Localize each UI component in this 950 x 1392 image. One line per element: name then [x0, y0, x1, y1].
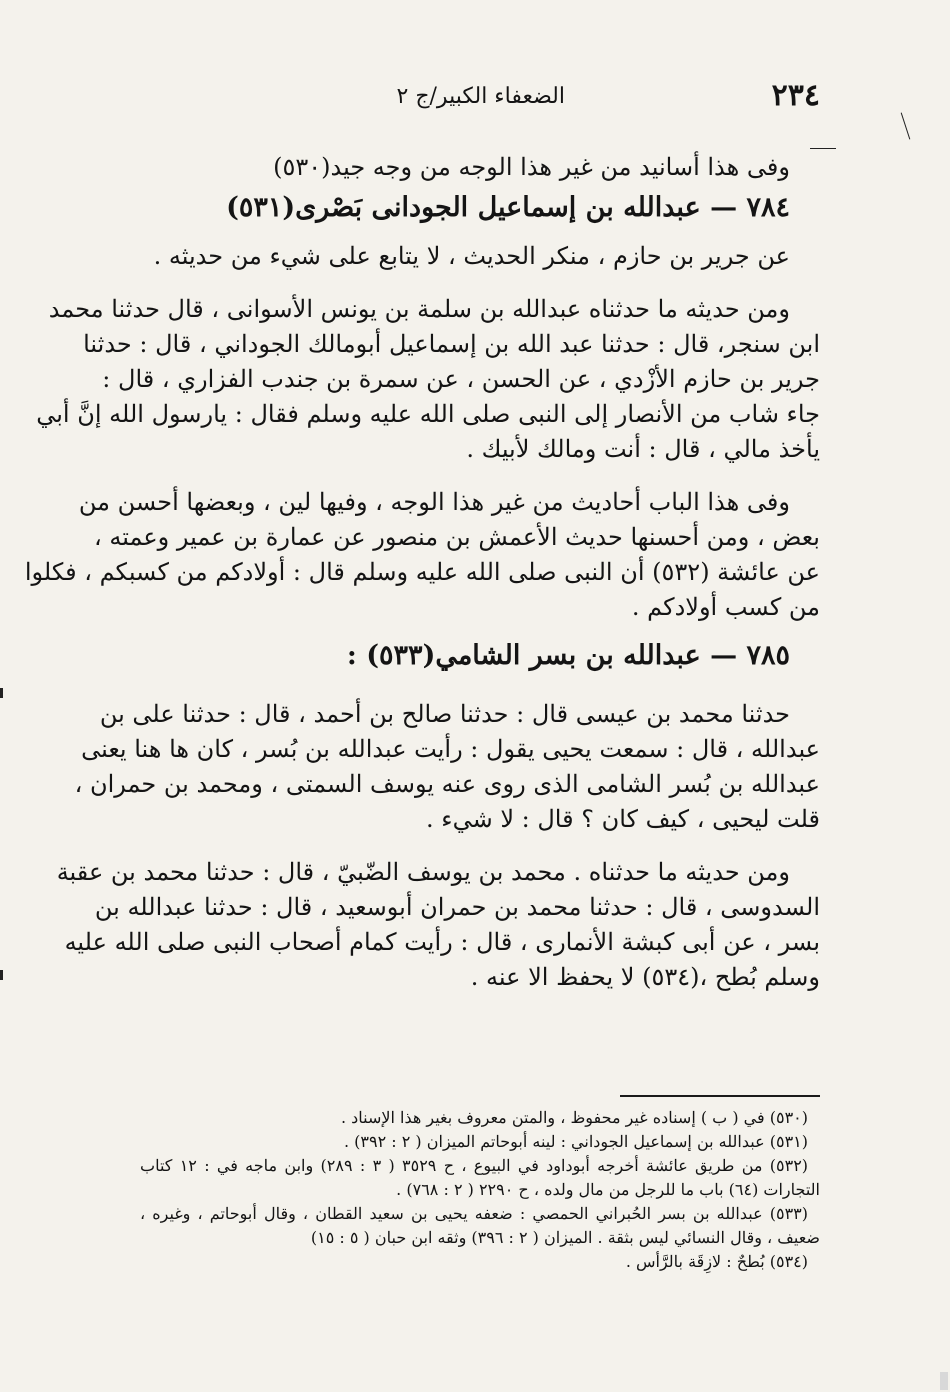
footnote-532: (٥٣٢) من طريق عائشة أخرجه أبوداود في البيوع ، ح ٣٥٢٩ ( ٣ : ٢٨٩) وابن ماجه في : ١٢ كتاب	[140, 1156, 809, 1175]
footnote-533: (٥٣٣) عبدالله بن بسر الحُبراني الحمصي : ضعفه يحيى بن سعيد القطان ، وقال أبوحاتم ، وغيره ،	[140, 1204, 809, 1223]
footnote-533-continued: ضعيف ، وقال النسائي ليس بثقة . الميزان ( ٢ : ٣٩٦) وثقه ابن حبان ( ٥ : ١٥)	[310, 1228, 820, 1247]
entry-784-para3	[24, 485, 820, 625]
paragraph-line: عبدالله بن بُسر الشامى الذى روى عنه يوسف السمتى ، ومحمد بن حمران ،	[74, 770, 820, 798]
entry-784-heading: ٧٨٤ — عبدالله بن إسماعيل الجودانى بَصْرى(٥٣١)	[226, 192, 790, 223]
paragraph-line: وسلم بُطح ،(٥٣٤) لا يحفظ الا عنه .	[470, 963, 820, 991]
paragraph-line: بعض ، ومن أحسنها حديث الأعمش بن منصور عن عمارة بن عمير وعمته ،	[93, 523, 820, 551]
entry-784-para1-line: عن جرير بن حازم ، منكر الحديث ، لا يتابع على شيء من حديثه .	[153, 242, 790, 270]
paragraph-line: وفى هذا الباب أحاديث من غير هذا الوجه ، وفيها لين ، وبعضها أحسن من	[78, 488, 790, 516]
intro-line: وفى هذا أسانيد من غير هذا الوجه من وجه جيد(٥٣٠)	[273, 153, 790, 181]
page-number: ٢٣٤	[771, 78, 820, 113]
entry-784-para2	[36, 292, 820, 467]
paragraph-line: السدوسى ، قال : حدثنا محمد بن حمران أبوسعيد ، قال : حدثنا عبدالله بن	[94, 893, 820, 921]
paragraph-line: جاء شاب من الأنصار إلى النبى صلى الله عليه وسلم فقال : يارسول الله إنَّ أبي	[36, 400, 820, 428]
entry-785-para2	[56, 855, 820, 995]
paragraph-line: ومن حديثه ما حدثناه عبدالله بن سلمة بن يونس الأسوانى ، قال حدثنا محمد	[48, 295, 790, 323]
paragraph-line: ومن حديثه ما حدثناه . محمد بن يوسف الضّبيّ ، قال : حدثنا محمد بن عقبة	[56, 858, 790, 886]
paragraph-line: جرير بن حازم الأزْدي ، عن الحسن ، عن سمرة بن جندب الفزاري ، قال :	[102, 365, 820, 393]
footnotes	[140, 1106, 820, 1274]
paragraph-line: يأخذ مالي ، قال : أنت ومالك لأبيك .	[466, 435, 820, 463]
main-text	[24, 150, 820, 995]
scan-mark	[810, 148, 836, 149]
paragraph-line: قلت ليحيى ، كيف كان ؟ قال : لا شيء .	[426, 805, 820, 833]
scan-mark	[0, 970, 3, 980]
scan-mark	[940, 1372, 948, 1390]
paragraph-line: عن عائشة (٥٣٢) أن النبى صلى الله عليه وسلم قال : أولادكم من كسبكم ، فكلوا	[24, 558, 820, 586]
paragraph-line: عبدالله ، قال : سمعت يحيى يقول : رأيت عبدالله بن بُسر ، كان ها هنا يعنى	[81, 735, 820, 763]
paragraph-line: من كسب أولادكم .	[631, 593, 820, 621]
footnote-530: (٥٣٠) في ( ب ) إسناده غير محفوظ ، والمتن معروف بغير هذا الإسناد .	[340, 1108, 808, 1127]
entry-785-heading: ٧٨٥ — عبدالله بن بسر الشامي(٥٣٣) :	[346, 640, 790, 671]
footnote-divider	[620, 1095, 820, 1097]
page-header	[120, 78, 820, 118]
paragraph-line: بسر ، عن أبى كبشة الأنمارى ، قال : رأيت كمام أصحاب النبى صلى الله عليه	[64, 928, 820, 956]
paragraph-line: ابن سنجر، قال : حدثنا عبد الله بن إسماعيل أبومالك الجوداني ، قال : حدثنا	[83, 330, 820, 358]
scan-mark	[901, 113, 911, 140]
paragraph-line: حدثنا محمد بن عيسى قال : حدثنا صالح بن أحمد ، قال : حدثنا على بن	[99, 700, 790, 728]
entry-785-para1	[74, 697, 820, 837]
footnote-532-continued: التجارات (٦٤) باب ما للرجل من مال ولده ، ح ٢٢٩٠ ( ٢ : ٧٦٨) .	[396, 1180, 820, 1199]
running-title: الضعفاء الكبير/ج ٢	[396, 84, 565, 109]
footnote-531: (٥٣١) عبدالله بن إسماعيل الجوداني : لينه أبوحاتم الميزان ( ٢ : ٣٩٢) .	[343, 1132, 808, 1151]
footnote-534: (٥٣٤) بُطحٌ : لازِقَة بالرَّأس .	[625, 1252, 808, 1271]
scan-mark	[0, 688, 3, 698]
